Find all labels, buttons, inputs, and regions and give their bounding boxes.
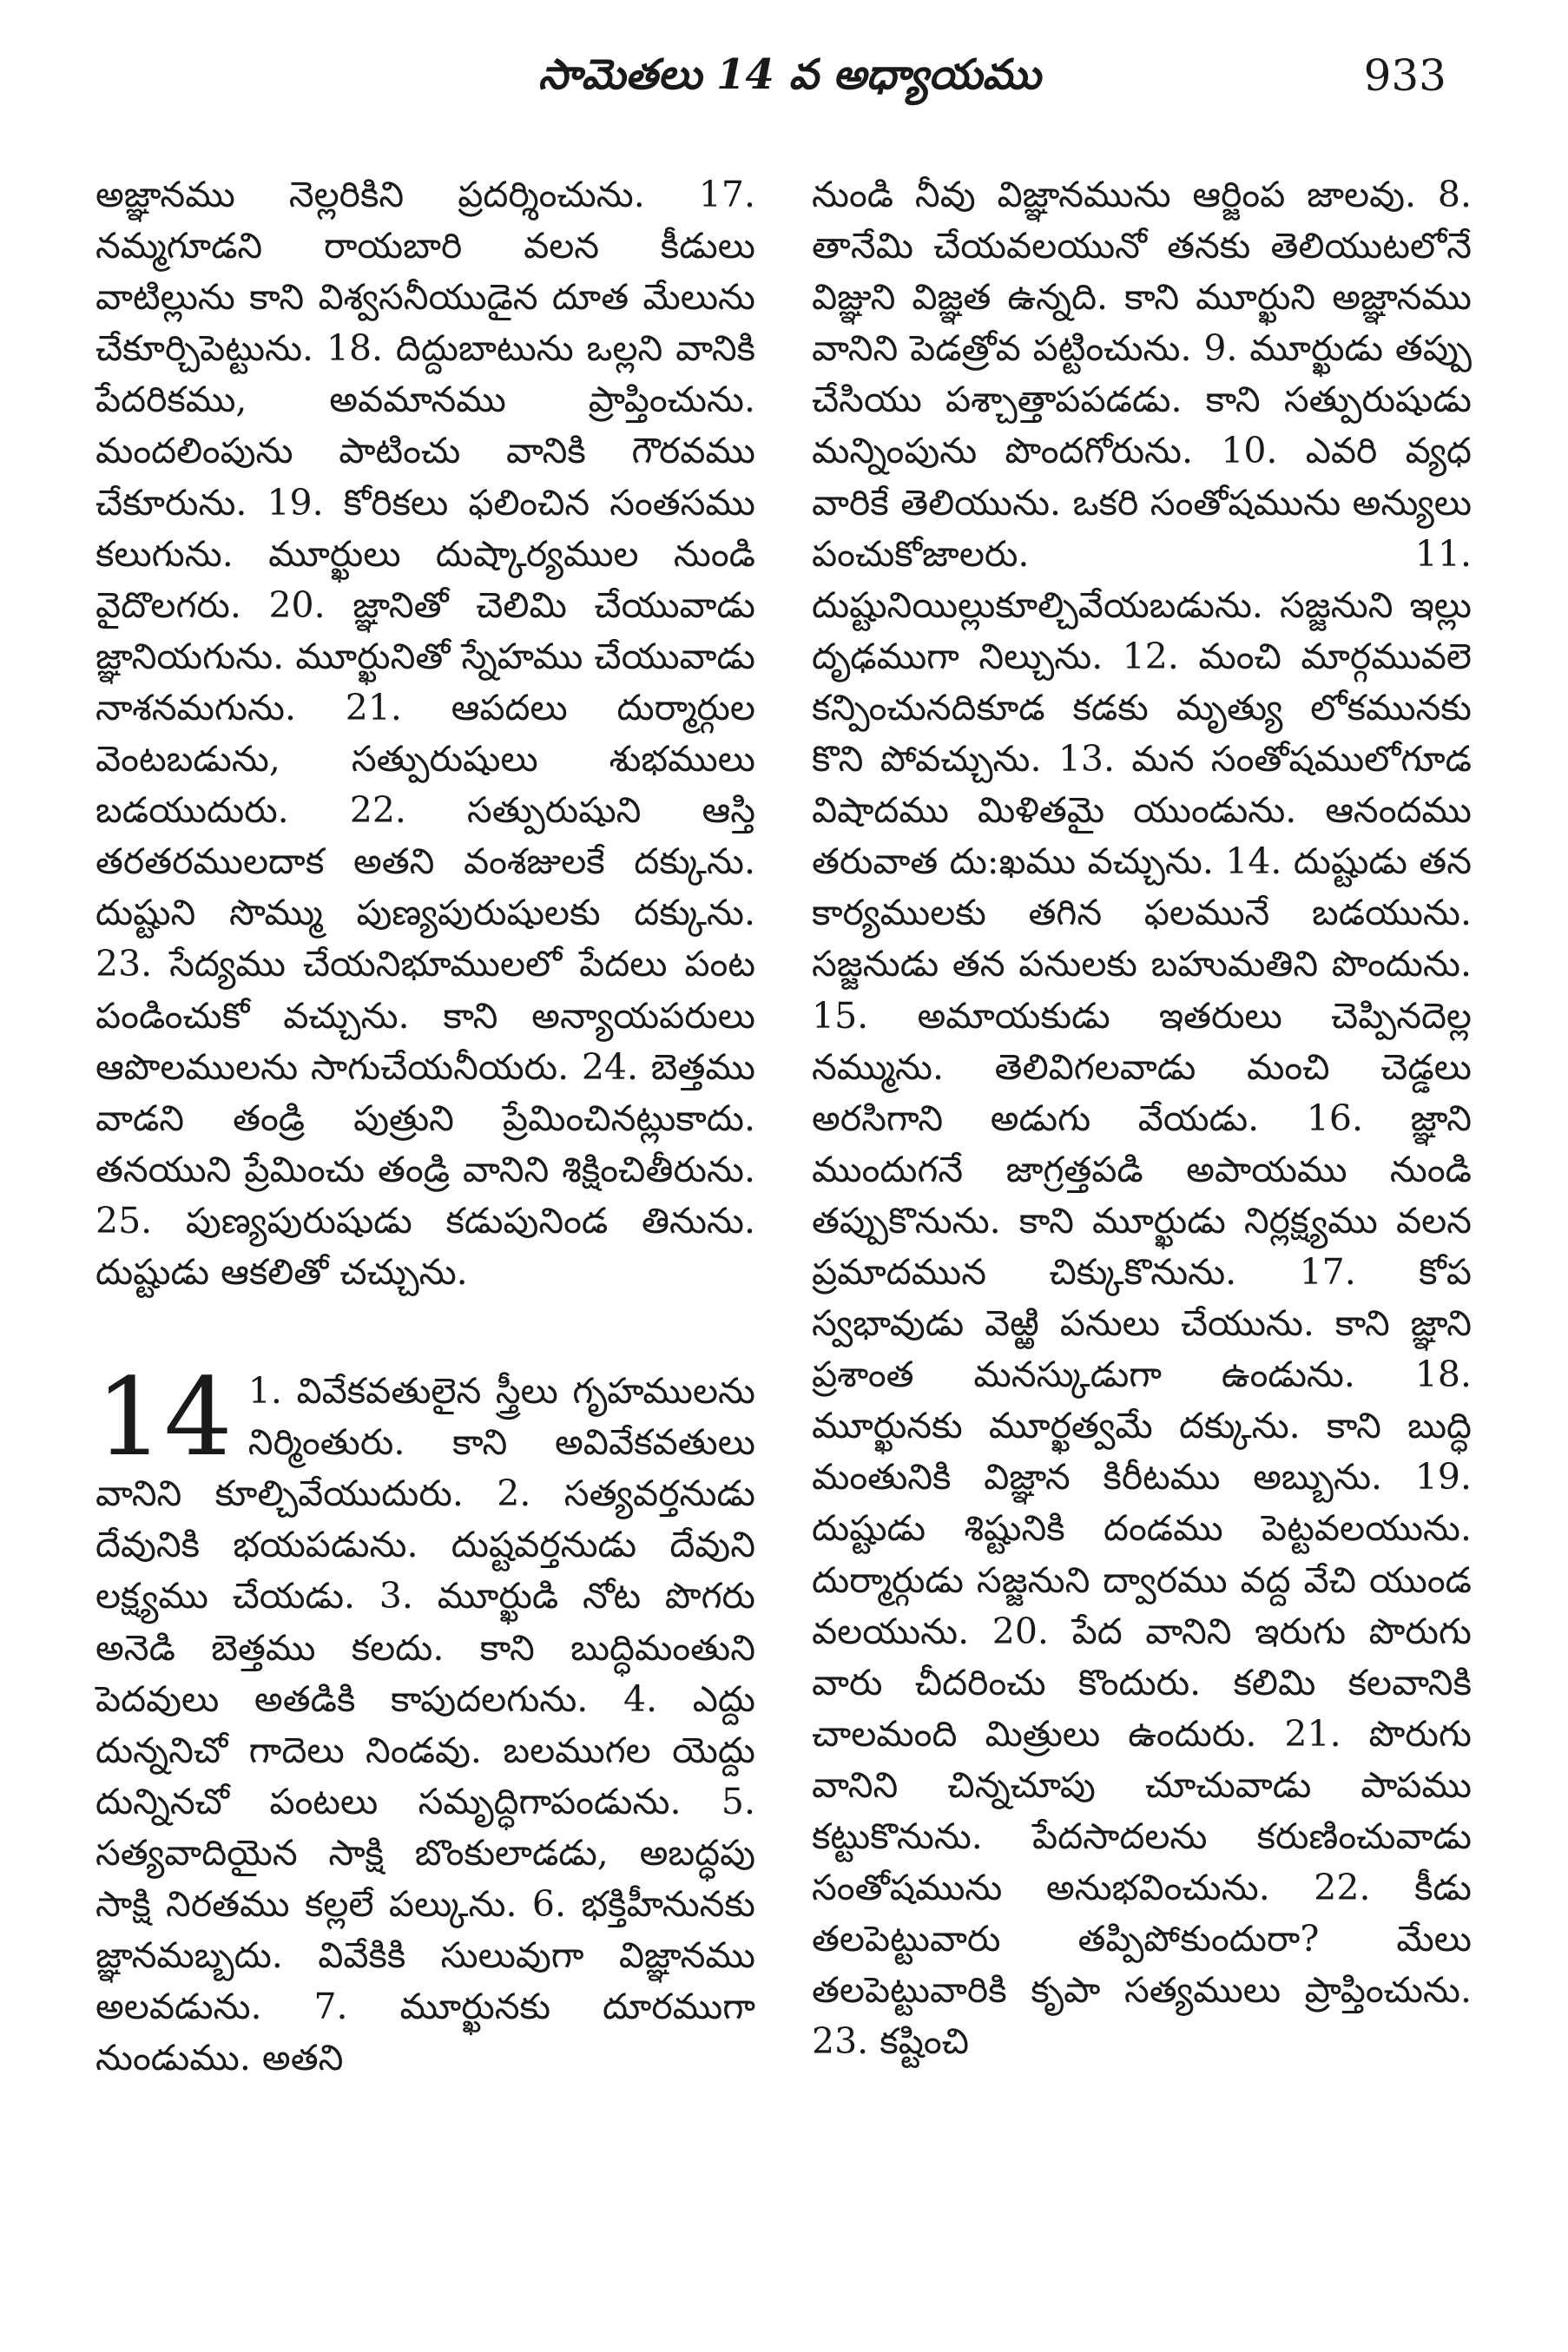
left-column	[96, 169, 755, 2084]
page-number: 933	[1363, 50, 1446, 101]
verse-paragraph: నుండి నీవు విజ్ఞానమును ఆర్జింప జాలవు. 8. తానేమి చేయవలయునో తనకు తెలియుటలోనే విజ్ఞుని విజ్ఞత ఉన్నది. కాని మూర్ఖుని అజ్ఞానము వానిని పెడత్రోవ పట్టించును. 9. మూర్ఖుడు తప్పు చేసియు పశ్చాత్తాపపడడు. కాని సత్పురుషుడు మన్నింపును పొందగోరును. 10. ఎవరి వ్యధ వారికే తెలియును. ఒకరి సంతోషమును అన్యులు పంచుకోజాలరు. 11. దుష్టునియిల్లుకూల్చివేయబడును. సజ్జనుని ఇల్లు దృఢముగా నిల్చును. 12. మంచి మార్గమువలె కన్పించునదికూడ కడకు మృత్యు లోకమునకు కొని పోవచ్చును. 13. మన సంతోషములోగూడ విషాదము మిళితమై యుండును. ఆనందము తరువాత దు:ఖము వచ్చును. 14. దుష్టుడు తన కార్యములకు తగిన ఫలమునే బడయును. సజ్జనుడు తన పనులకు బహుమతిని పొందును. 15. అమాయకుడు ఇతరులు చెప్పినదెల్ల నమ్మును. తెలివిగలవాడు మంచి చెడ్డలు అరసిగాని అడుగు వేయడు. 16. జ్ఞాని ముందుగనే జాగ్రత్తపడి అపాయము నుండి తప్పుకొనును. కాని మూర్ఖుడు నిర్లక్ష్యము వలన ప్రమాదమున చిక్కుకొనును. 17. కోప స్వభావుడు వెఱ్ఱి పనులు చేయును. కాని జ్ఞాని ప్రశాంత మనస్కుడుగా ఉండును. 18. మూర్ఖునకు మూర్ఖత్వమే దక్కును. కాని బుద్ధి మంతునికి విజ్ఞాన కిరీటము అబ్బును. 19. దుష్టుడు శిష్టునికి దండము పెట్టవలయును. దుర్మార్గుడు సజ్జనుని ద్వారము వద్ద వేచి యుండ వలయును. 20. పేద వానిని ఇరుగు పొరుగు వారు చీదరించు కొందురు. కలిమి కలవానికి చాలమంది మిత్రులు ఉందురు. 21. పొరుగు వానిని చిన్నచూపు చూచువాడు పాపము కట్టుకొనును. పేదసాదలను కరుణించువాడు సంతోషమును అనుభవించును. 22. కీడు తలపెట్టువారు తప్పిపోకుందురా? మేలు తలపెట్టువారికి కృపా సత్యములు ప్రాప్తించును. 23. కష్టించి	[812, 174, 1472, 2063]
running-title: సామెతలు 14 వ అధ్యాయము	[538, 50, 1041, 99]
page-header	[0, 42, 1568, 111]
chapter-number: 14	[96, 1355, 233, 1481]
chapter-14-paragraph	[96, 1355, 755, 2084]
verse-paragraph: అజ్ఞానము నెల్లరికిని ప్రదర్శించును. 17. నమ్మగూడని రాయబారి వలన కీడులు వాటిల్లును కాని విశ్వసనీయుడైన దూత మేలును చేకూర్చిపెట్టును. 18. దిద్దుబాటును ఒల్లని వానికి పేదరికము, అవమానము ప్రాప్తించును. మందలింపును పాటించు వానికి గౌరవము చేకూరును. 19. కోరికలు ఫలించిన సంతసము కలుగును. మూర్ఖులు దుష్కార్యముల నుండి వైదొలగరు. 20. జ్ఞానితో చెలిమి చేయువాడు జ్ఞానియగును. మూర్ఖునితో స్నేహము చేయువాడు నాశనమగును. 21. ఆపదలు దుర్మార్గుల వెంటబడును, సత్పురుషులు శుభములు బడయుదురు. 22. సత్పురుషుని ఆస్తి తరతరములదాక అతని వంశజులకే దక్కును. దుష్టుని సొమ్ము పుణ్యపురుషులకు దక్కును. 23. సేద్యము చేయనిభూములలో పేదలు పంట పండించుకో వచ్చును. కాని అన్యాయపరులు ఆపొలములను సాగుచేయనీయరు. 24. బెత్తము వాడని తండ్రి పుత్రుని ప్రేమించినట్లుకాదు. తనయుని ప్రేమించు తండ్రి వానిని శిక్షించితీరును. 25. పుణ్యపురుషుడు కడుపునిండ తినును. దుష్టుడు ఆకలితో చచ్చును.	[96, 174, 755, 1293]
right-column	[812, 169, 1472, 2067]
verse-text: 1. వివేకవతులైన స్త్రీలు గృహములను నిర్మింతురు. కాని అవివేకవతులు వానిని కూల్చివేయుదురు. 2. సత్యవర్తనుడు దేవునికి భయపడును. దుష్టవర్తనుడు దేవుని లక్ష్యము చేయడు. 3. మూర్ఖుడి నోట పొగరు అనెడి బెత్తము కలదు. కాని బుద్ధిమంతుని పెదవులు అతడికి కాపుదలగును. 4. ఎద్దు దున్ననిచో గాదెలు నిండవు. బలముగల యెద్దు దున్నినచో పంటలు సమృద్ధిగాపండును. 5. సత్యవాదియైన సాక్షి బొంకులాడడు, అబద్ధపు సాక్షి నిరతము కల్లలే పల్కును. 6. భక్తిహీనునకు జ్ఞానమబ్బదు. వివేకికి సులువుగా విజ్ఞానము అలవడును. 7. మూర్ఖునకు దూరముగా నుండుము. అతని	[96, 1370, 755, 2079]
